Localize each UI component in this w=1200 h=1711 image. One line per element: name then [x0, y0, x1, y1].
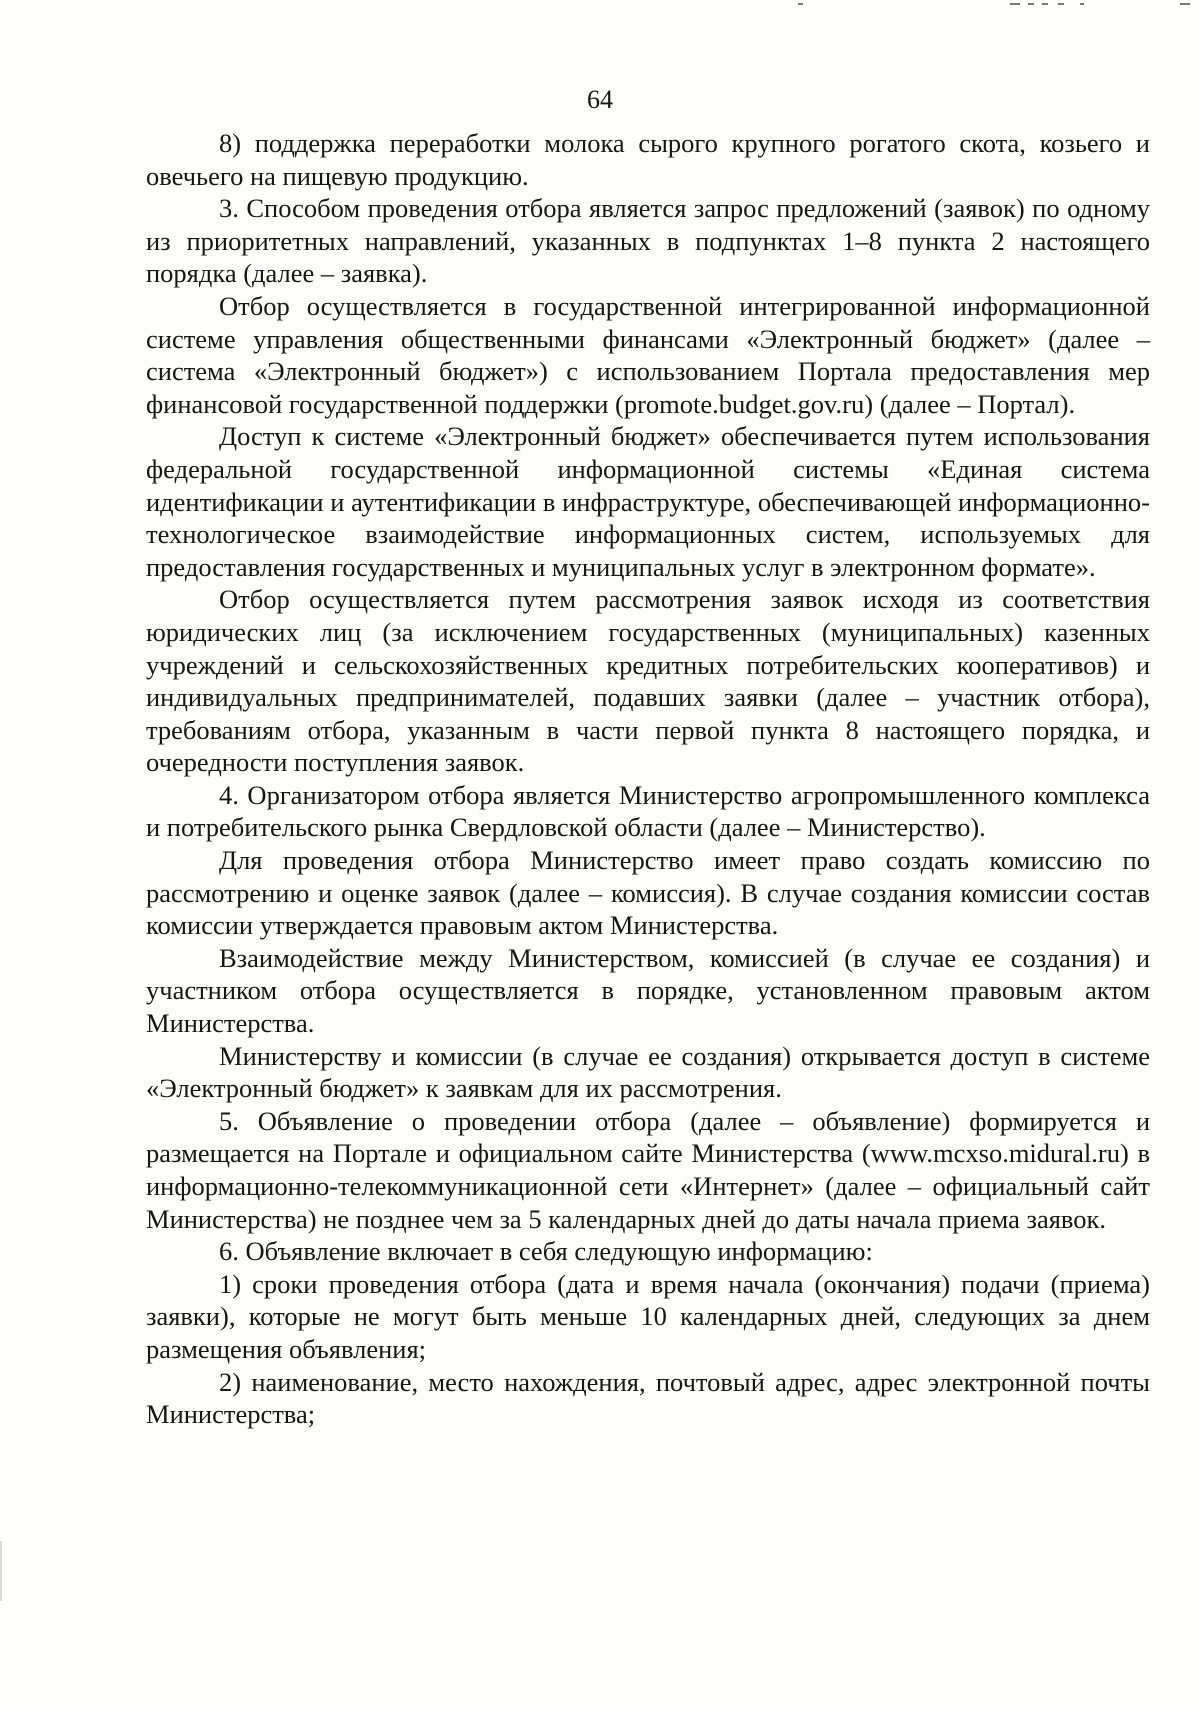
- paragraph-item-8: 8) поддержка переработки молока сырого крупного рогатого скота, козьего и овечьего на пищевую продукцию.: [146, 128, 1150, 191]
- paragraph-selection-method: Отбор осуществляется путем рассмотрения заявок исходя из соответствия юридических лиц (за исключением государственных (муниципальных) казенных учреждений и сельскохозяйственных кредитных потребительских кооперативов) и индивидуальных предпринимателей, подавших заявки (далее – участник отбора), требованиям отбора, указанным в части первой пункта 8 настоящего порядка, и очередности поступления заявок.: [146, 584, 1150, 778]
- paragraph-clause-4: 4. Организатором отбора является Министерство агропромышленного комплекса и потребительского рынка Свердловской области (далее – Министерство).: [146, 779, 1150, 843]
- paragraph-interaction: Взаимодействие между Министерством, комиссией (в случае ее создания) и участником отбора осуществляется в порядке, установленном правовым актом Министерства.: [146, 942, 1150, 1039]
- paragraph-selection-system: Отбор осуществляется в государственной интегрированной информационной системе управления общественными финансами «Электронный бюджет» (далее – система «Электронный бюджет») с использованием Портала предоставления мер финансовой государственной поддержки (promote.budget.gov.ru) (далее – Портал).: [146, 290, 1150, 419]
- paragraph-subitem-1: 1) сроки проведения отбора (дата и время начала (окончания) подачи (приема) заявки), которые не могут быть меньше 10 календарных дней, следующих за днем размещения объявления;: [146, 1268, 1150, 1364]
- document-body: [146, 127, 1150, 1431]
- scan-edge-shadow: [0, 1541, 2, 1601]
- scan-artifact-marks: [780, 0, 1200, 14]
- paragraph-access: Доступ к системе «Электронный бюджет» обеспечивается путем использования федеральной государственной информационной системы «Единая система идентификации и аутентификации в инфраструктуре, обеспечивающей информационно-технологическое взаимодействие информационных систем, используемых для предоставления государственных и муниципальных услуг в электронном формате».: [146, 421, 1150, 582]
- paragraph-clause-3: 3. Способом проведения отбора является запрос предложений (заявок) по одному из приоритетных направлений, указанных в подпунктах 1–8 пункта 2 настоящего порядка (далее – заявка).: [146, 193, 1150, 289]
- paragraph-commission: Для проведения отбора Министерство имеет право создать комиссию по рассмотрению и оценке заявок (далее – комиссия). В случае создания комиссии состав комиссии утверждается правовым актом Министерства.: [146, 845, 1150, 941]
- paragraph-clause-5: 5. Объявление о проведении отбора (далее – объявление) формируется и размещается на Портале и официальном сайте Министерства (www.mcxso.midural.ru) в информационно-телекоммуникационной сети «Интернет» (далее – официальный сайт Министерства) не позднее чем за 5 календарных дней до даты начала приема заявок.: [146, 1105, 1150, 1234]
- paragraph-access-commission: Министерству и комиссии (в случае ее создания) открывается доступ в системе «Электронный бюджет» к заявкам для их рассмотрения.: [146, 1040, 1150, 1104]
- paragraph-clause-6: 6. Объявление включает в себя следующую информацию:: [219, 1236, 873, 1267]
- paragraph-subitem-2: 2) наименование, место нахождения, почтовый адрес, адрес электронной почты Министерства;: [146, 1366, 1150, 1430]
- page-number: 64: [587, 85, 613, 114]
